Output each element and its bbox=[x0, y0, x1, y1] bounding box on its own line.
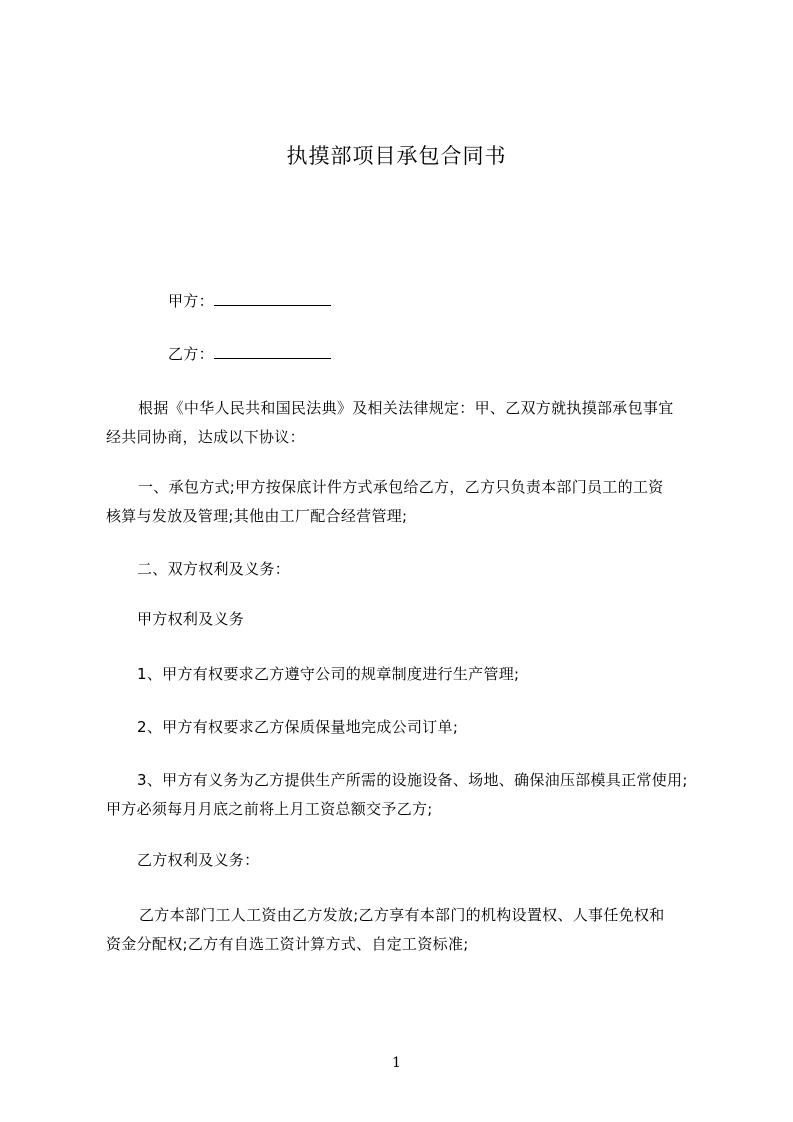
party-a-blank bbox=[214, 291, 331, 306]
page-number: 1 bbox=[392, 1055, 401, 1071]
party-b-rights-heading: 乙方权利及义务： bbox=[137, 851, 260, 869]
party-b-field bbox=[106, 340, 726, 369]
party-b-paragraph bbox=[106, 901, 726, 959]
party-b-label: 乙方： bbox=[168, 345, 214, 363]
party-a-rights-heading: 甲方权利及义务 bbox=[137, 610, 245, 628]
party-a-field bbox=[106, 287, 726, 316]
party-a-item-3-line-2: 甲方必须每月月底之前将上月工资总额交予乙方; bbox=[106, 800, 433, 818]
party-a-item-3 bbox=[106, 766, 726, 824]
clause-1-line-2: 核算与发放及管理;其他由工厂配合经营管理; bbox=[106, 507, 408, 525]
intro-line-1: 根据《中华人民共和国民法典》及相关法律规定：甲、乙双方就执摸部承包事宜 bbox=[138, 399, 674, 417]
party-b-blank bbox=[214, 344, 331, 359]
clause-1-paragraph bbox=[106, 473, 726, 531]
party-a-item-1: 1、甲方有权要求乙方遵守公司的规章制度进行生产管理; bbox=[137, 665, 520, 683]
party-b-line-2: 资金分配权;乙方有自选工资计算方式、自定工资标准; bbox=[106, 935, 469, 953]
party-b-line-1: 乙方本部门工人工资由乙方发放;乙方享有本部门的机构设置权、人事任免权和 bbox=[139, 906, 665, 924]
intro-line-2: 经共同协商，达成以下协议： bbox=[106, 428, 305, 446]
party-a-item-3-line-1: 3、甲方有义务为乙方提供生产所需的设施设备、场地、确保油压部模具正常使用; bbox=[137, 771, 688, 789]
party-a-item-2: 2、甲方有权要求乙方保质保量地完成公司订单; bbox=[137, 718, 459, 736]
document-title: 执摸部项目承包合同书 bbox=[286, 144, 507, 168]
clause-1-line-1: 一、承包方式;甲方按保底计件方式承包给乙方，乙方只负责本部门员工的工资 bbox=[138, 478, 664, 496]
intro-paragraph bbox=[106, 394, 726, 452]
party-a-label: 甲方： bbox=[168, 292, 214, 310]
clause-2-heading: 二、双方权利及义务： bbox=[137, 560, 291, 578]
